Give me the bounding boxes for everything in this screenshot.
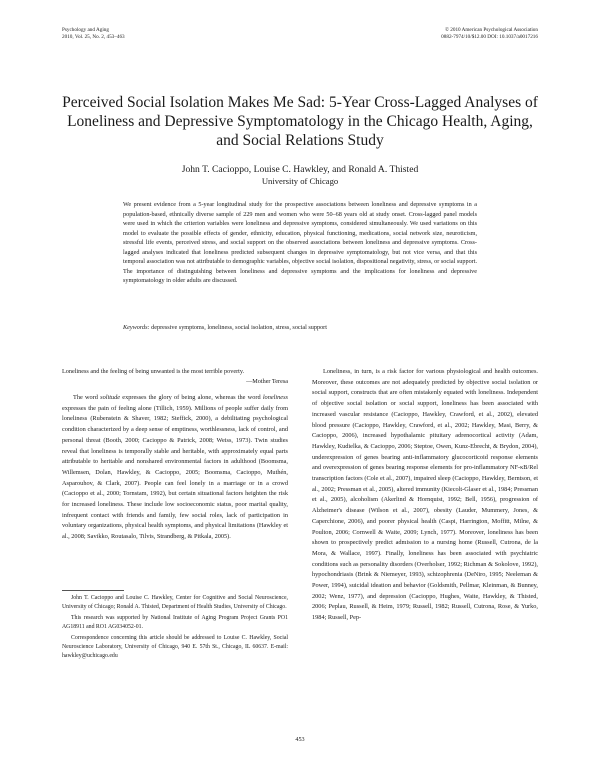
keywords-text: depressive symptoms, loneliness, social isolation, stress, social support [151, 324, 327, 331]
right-column [312, 367, 538, 624]
copyright-notice: © 2010 American Psychological Association [445, 27, 538, 33]
author-list: John T. Cacioppo, Louise C. Hawkley, and Ronald A. Thisted [181, 164, 419, 175]
journal-name: Psychology and Aging [62, 27, 109, 33]
journal-header [62, 27, 125, 41]
intro-paragraph [62, 393, 288, 543]
term-loneliness: loneliness [262, 394, 288, 401]
footnote-affiliations: John T. Cacioppo and Louise C. Hawkley, Center for Cognitive and Social Neuroscience, University of Chicago; Ronald A. Thisted, Department of Health Studies, University of Chicago. [62, 595, 288, 610]
copyright-header [441, 27, 538, 41]
left-column [62, 367, 288, 543]
footnote-funding: This research was supported by National Institute of Aging Program Project Grants PO1 AG18911 and RO1 AG034052-01. [62, 615, 288, 630]
author-note [62, 594, 288, 663]
footnote-correspondence: Correspondence concerning this article should be addressed to Louise C. Hawkley, Social Neuroscience Laboratory, University of Chicago, 940 E. 57th St., Chicago, IL 60637. E-mail: hawkley@uchicago.edu [62, 635, 288, 659]
keywords-line [123, 323, 477, 332]
intro-text-2: expresses the glory of being alone, whereas the word [120, 394, 263, 401]
footnote-divider [62, 590, 124, 591]
article-title: Perceived Social Isolation Makes Me Sad: 5-Year Cross-Lagged Analyses of Loneliness and Depressive Symptomatology in the Chicago Health, Aging, and Social Relations Study [62, 94, 538, 149]
doi-line: 0882-7974/10/$12.00 DOI: 10.1037/a0017216 [441, 34, 538, 40]
body-paragraph: Loneliness, in turn, is a risk factor for various physiological and health outcomes. Moreover, these outcomes are not adequately predicted by objective social isolation or social support, constructs that are often mistakenly equated with loneliness. Independent of objective social isolation or social support, loneliness has been associated with increased vascular resistance (Cacioppo, Hawkley, Crawford, et al., 2002), elevated blood pressure (Cacioppo, Hawkley, Crawford, et al., 2002; Hawkley, Masi, Berry, & Cacioppo, 2006), increased hypothalamic pituitary adrenocortical activity (Adam, Hawkley, Kudielka, & Cacioppo, 2006; Steptoe, Owen, Kunz-Ebrecht, & Brydon, 2004), underexpression of genes bearing anti-inflammatory glucocorticoid response elements and overexpression of genes bearing response elements for pro-inflammatory NF-κB/Rel transcription factors (Cole et al., 2007), impaired sleep (Cacioppo, Hawkley, Berntson, et al., 2002; Pressman et al., 2005), altered immunity (Kiecolt-Glaser et al., 1984; Pressman et al., 2005), alcoholism (Akerlind & Hornquist, 1992; Bell, 1956), progression of Alzheimer's disease (Wilson et al., 2007), obesity (Lauder, Mummery, Jones, & Caperchione, 2006), and poorer physical health (Caspi, Harrington, Moffitt, Milne, & Poulton, 2006; Cornwell & Waite, 2009; Lynch, 1977). Moreover, loneliness has been shown to prospectively predict admission to a nursing home (Russell, Cutrona, de la Mora, & Wallace, 1997). Finally, loneliness has been associated with psychiatric conditions such as personality disorders (Overholser, 1992; Richman & Sokolove, 1992), hypochondriasis (Brink & Niemeyer, 1993), schizophrenia (DeNiro, 1995; Neeleman & Power, 1994), suicidal ideation and behavior (Goldsmith, Pellmar, Kleinman, & Bunney, 2002; Wenz, 1977), and depression (Cacioppo, Hughes, Waite, Hawkley, & Thisted, 2006; Peplau, Russell, & Heim, 1979; Russell, 1982; Russell, Cutrona, Rose, & Yurko, 1984; Russell, Pep- [312, 368, 538, 622]
epigraph-attribution: —Mother Teresa [246, 378, 288, 385]
journal-volume: 2010, Vol. 25, No. 2, 453–463 [62, 34, 125, 40]
intro-text-1: The word [73, 394, 101, 401]
keywords-label: Keywords: [123, 324, 150, 331]
intro-text-3: expresses the pain of feeling alone (Tillich, 1959). Millions of people suffer daily from loneliness (Rubenstein & Shaver, 1982; Steffick, 2000), a debilitating psychological condition characterized by a deep sense of emptiness, worthlessness, lack of control, and personal threat (Booth, 2000; Cacioppo & Patrick, 2008; Weiss, 1973). Twin studies reveal that loneliness is temporally stable and heritable, with approximately equal parts attributable to heritable and nonshared environmental factors in adulthood (Boomsma, Willemsen, Dolan, Hawkley, & Cacioppo, 2005; Boomsma, Cacioppo, Muthén, Asparouhov, & Clark, 2007). People can feel lonely in a marriage or in a crowd (Cacioppo et al., 2000; Tornstam, 1992), but certain situational factors heighten the risk for increased loneliness. These include low socioeconomic status, poor marital quality, infrequent contact with friends and family, few social roles, lack of participation in voluntary organizations, physical health symptoms, and physical limitations (Hawkley et al., 2008; Savikko, Routasalo, Tilvis, Strandberg, & Pitkala, 2005). [62, 404, 288, 541]
term-solitude: solitude [100, 394, 121, 401]
page-number: 453 [295, 736, 305, 743]
author-affiliation: University of Chicago [261, 176, 339, 186]
abstract: We present evidence from a 5-year longitudinal study for the prospective associations between loneliness and depressive symptoms in a population-based, ethnically diverse sample of 229 men and women who were 50–68 years old at study onset. Cross-lagged panel models were used in which the criterion variables were loneliness and depressive symptoms, considered simultaneously. We used variations on this model to evaluate the possible effects of gender, ethnicity, education, physical functioning, medications, social network size, neuroticism, stressful life events, perceived stress, and social support on the observed associations between loneliness and depressive symptoms. Cross-lagged analyses indicated that loneliness predicted subsequent changes in depressive symptomatology, but not vice versa, and that this temporal association was not attributable to demographic variables, objective social isolation, dispositional negativity, stress, or social support. The importance of distinguishing between loneliness and depressive symptoms and the implications for loneliness and depressive symptomatology in older adults are discussed. [123, 201, 477, 284]
epigraph-quote: Loneliness and the feeling of being unwanted is the most terrible poverty. [62, 368, 245, 375]
